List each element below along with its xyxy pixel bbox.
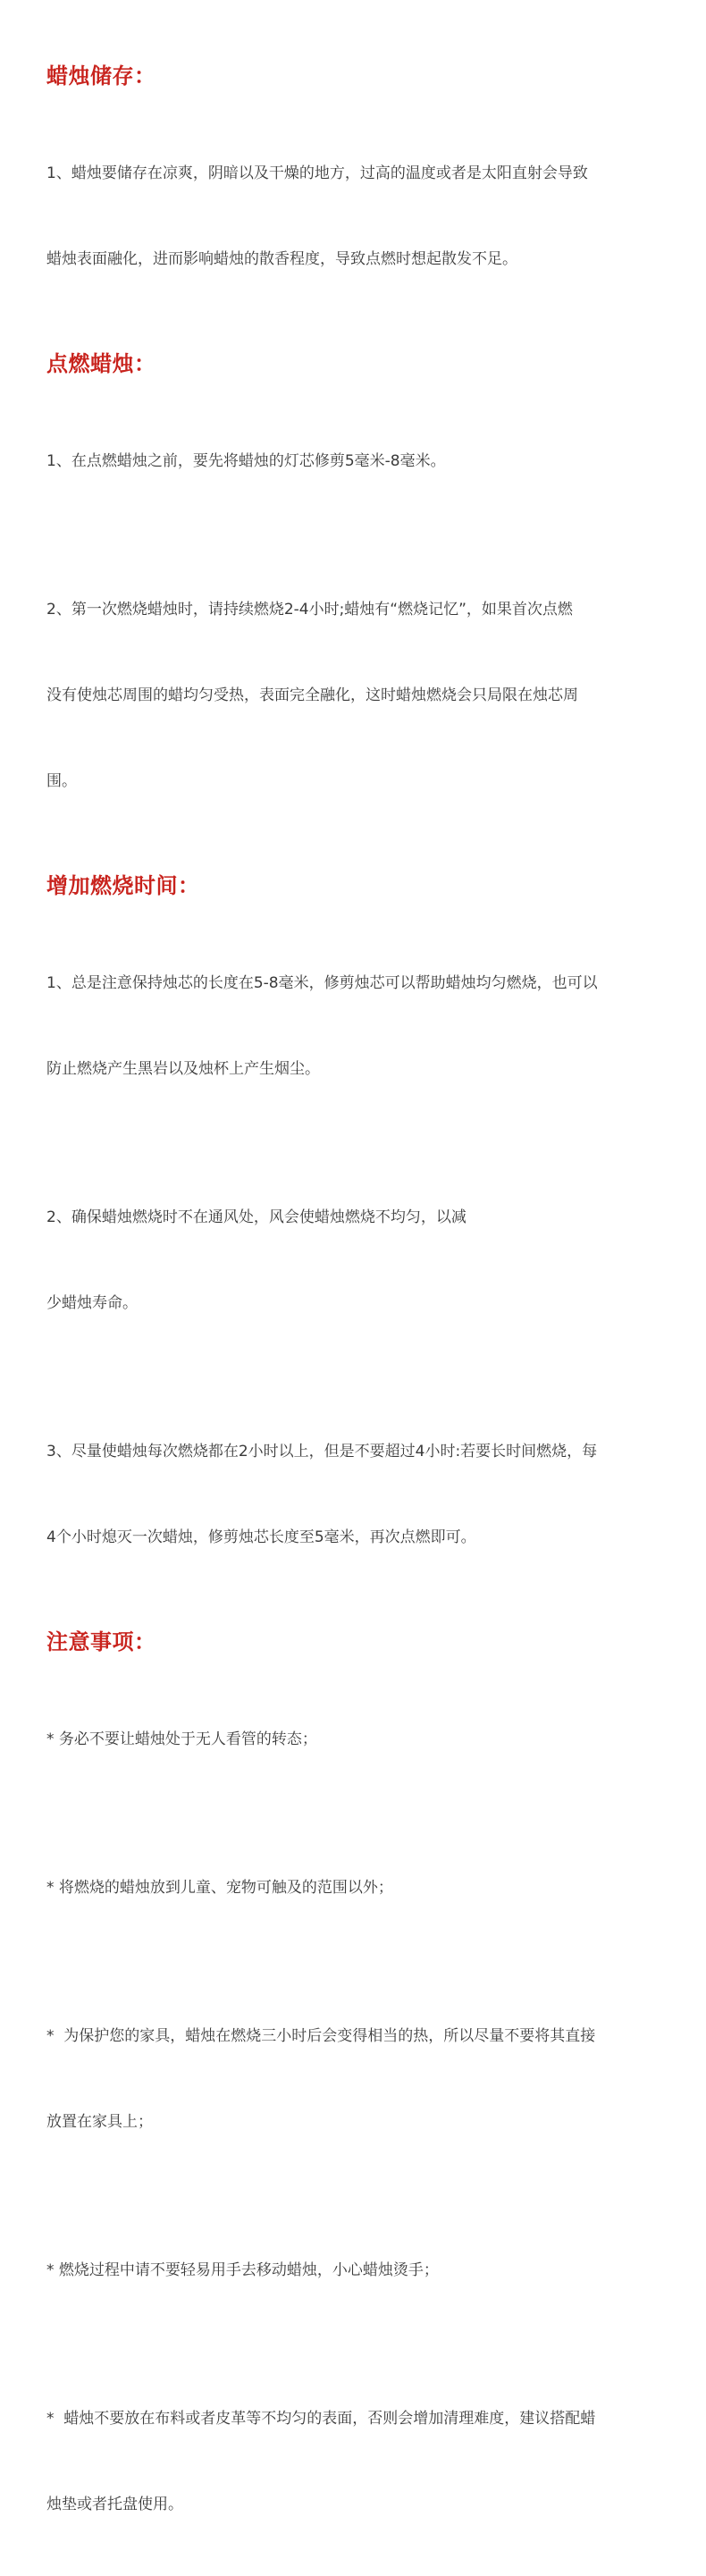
text-line: 烛垫或者托盘使用。 [46,2496,183,2513]
paragraph [46,102,661,331]
text-line: 3、尽量使蜡烛每次燃烧都在2小时以上，但是不要超过4小时:若要长时间燃烧，每 [46,1443,598,1461]
paragraph [46,2199,661,2342]
text-line: 防止燃烧产生黑岩以及烛杯上产生烟尘。 [46,1060,320,1078]
section-precautions [46,1627,661,2576]
paragraph [46,1380,661,1609]
text-line: 2、第一次燃烧蜡烛时，请持续燃烧2-4小时;蜡烛有“燃烧记忆”，如果首次点燃 [46,601,573,619]
text-line: * 蜡烛不要放在布料或者皮革等不均匀的表面，否则会增加清理难度，建议搭配蜡 [46,2410,596,2428]
text-line: 没有使烛芯周围的蜡均匀受热，表面完全融化，这时蜡烛燃烧会只局限在烛芯周 [46,686,578,704]
paragraph [46,1816,661,1959]
paragraph [46,390,661,533]
section-storage [46,61,661,331]
text-line: * 将燃烧的蜡烛放到儿童、宠物可触及的范围以外； [46,1879,393,1897]
text-line: 围。 [46,772,77,790]
text-line: * 务必不要让蜡烛处于无人看管的转态； [46,1730,317,1748]
text-line: 蜡烛表面融化，进而影响蜡烛的散香程度，导致点燃时想起散发不足。 [46,250,517,268]
text-line: 1、总是注意保持烛芯的长度在5-8毫米，修剪烛芯可以帮助蜡烛均匀燃烧，也可以 [46,974,598,992]
text-line: 放置在家具上； [46,2113,153,2131]
text-line: * 为保护您的家具，蜡烛在燃烧三小时后会变得相当的热，所以尽量不要将其直接 [46,2027,596,2045]
section-heading: 蜡烛储存： [46,63,156,88]
section-heading: 增加燃烧时间： [46,873,200,898]
text-line: 1、在点燃蜡烛之前，要先将蜡烛的灯芯修剪5毫米-8毫米。 [46,452,446,470]
paragraph [46,1965,661,2193]
paragraph [46,1668,661,1811]
paragraph [46,538,661,853]
section-burn-time [46,871,661,1609]
text-line: 少蜡烛寿命。 [46,1294,138,1312]
text-line: 2、确保蜡烛燃烧时不在通风处，风会使蜡烛燃烧不均匀，以减 [46,1208,466,1226]
paragraph [46,1146,661,1375]
text-line: 4个小时熄灭一次蜡烛，修剪烛芯长度至5毫米，再次点燃即可。 [46,1528,476,1546]
section-heading: 点燃蜡烛： [46,351,156,376]
section-lighting [46,349,661,853]
paragraph [46,2347,661,2576]
paragraph [46,912,661,1141]
section-heading: 注意事项： [46,1629,156,1654]
text-line: 1、蜡烛要储存在凉爽，阴暗以及干燥的地方，过高的温度或者是太阳直射会导致 [46,164,588,182]
text-line: * 燃烧过程中请不要轻易用手去移动蜡烛，小心蜡烛烫手； [46,2261,439,2279]
